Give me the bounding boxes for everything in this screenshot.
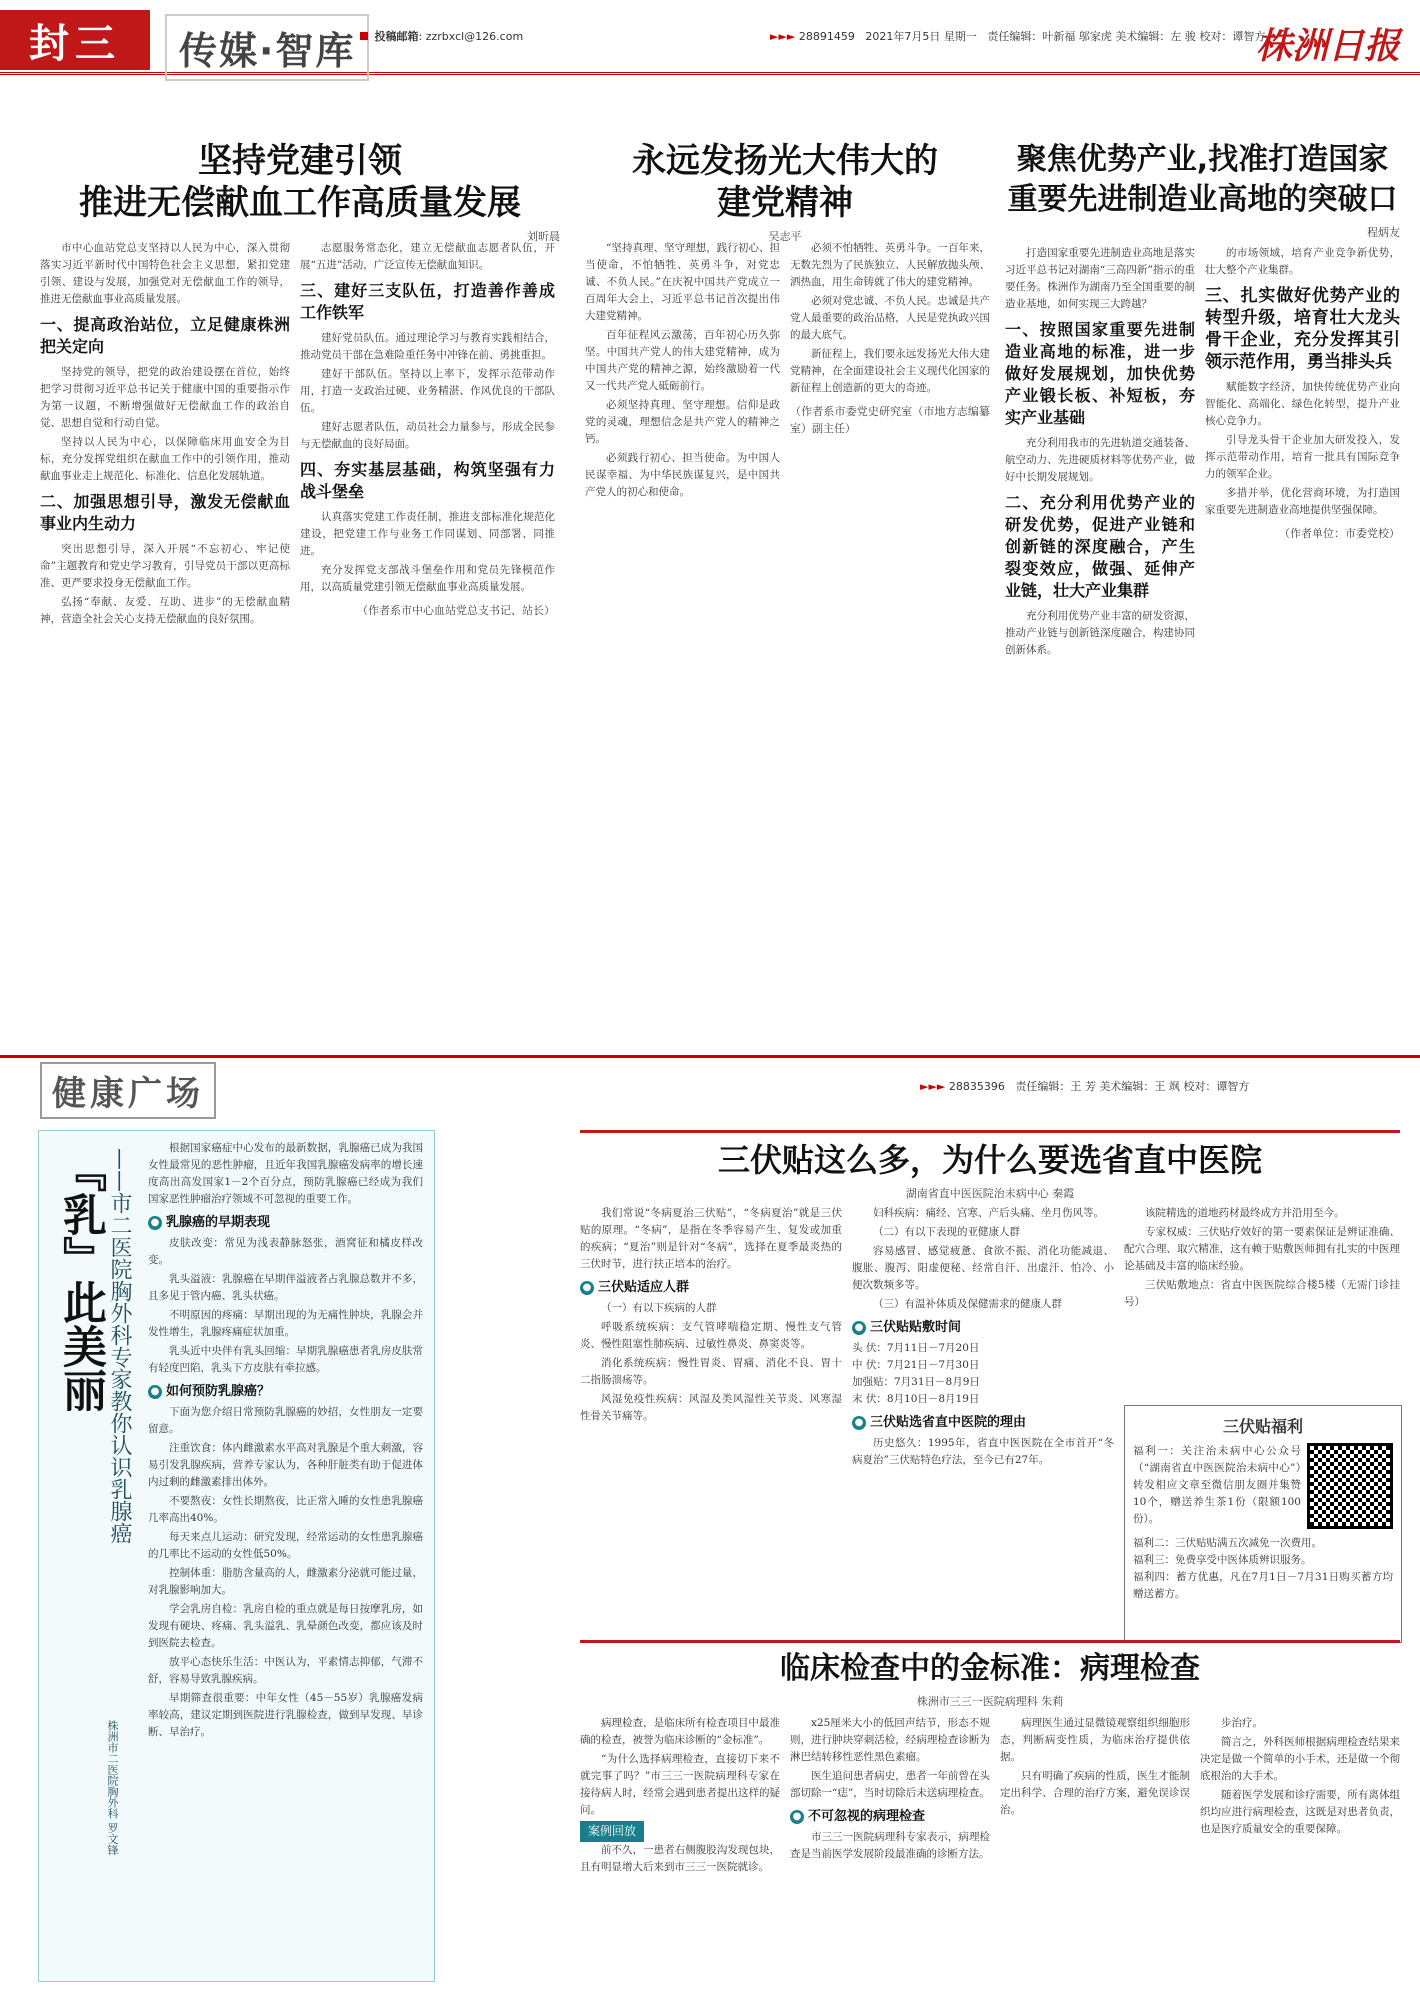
article-3-subhead-1: 一、按照国家重要先进制造业高地的标准，进一步做好发展规划，加快优势产业锻长板、补短板，夯实产业基础 xyxy=(1005,320,1195,427)
article-2 xyxy=(580,140,990,244)
breast-cancer-subtitle: ——市二医院胸外科专家教你认识乳腺癌 xyxy=(107,1148,132,1544)
article-1-subhead-1: 一、提高政治站位，立足健康株洲把关定向 xyxy=(40,315,290,356)
article-1-author: 刘昕晨 xyxy=(527,230,560,243)
article-3-subhead-3: 三、扎实做好优势产业的转型升级，培育壮大龙头骨干企业，充分发挥其引领示范作用，勇当排头兵 xyxy=(1205,286,1400,372)
sanfutie-h-reason: 三伏贴选省直中医院的理由 xyxy=(870,1415,1027,1430)
promo-line-3: 福利三：免费享受中医体质辨识服务。 xyxy=(1133,1554,1312,1566)
pathology-title: 临床检查中的金标准：病理检查 xyxy=(780,1651,1200,1686)
sanfutie-col-3: 该院精选的道地药材最终成方并沿用至今。 专家权威：三伏贴疗效好的第一要素保证是辨证准确、配穴合理、取穴精准，这有赖于贴敷医师拥有扎实的中医理论基础及丰富的临床经验。 三伏贴敷地点：省直中医医院综合楼5楼（无需门诊挂号） xyxy=(1124,1207,1400,1308)
sanfutie-time-1: 头 伏：7月11日－7月20日 xyxy=(852,1342,980,1354)
arrow-icon: ►►► xyxy=(770,30,796,43)
arrow-icon: ►►► xyxy=(920,1080,946,1093)
qr-code-icon[interactable] xyxy=(1307,1443,1393,1529)
article-2-title-2: 建党精神 xyxy=(717,183,853,223)
article-1-col-2: 志愿服务常态化，建立无偿献血志愿者队伍，开展“五进”活动，广泛宣传无偿献血知识。 三、建好三支队伍，打造善作善成工作铁军 建好党员队伍。通过理论学习与教育实践相结合，推动党员干部在急难险重任务中冲锋在前、勇挑重担。 建好干部队伍。坚持以上率下，发挥示范带动作用，打造一支政治过硬、业务精湛、作风优良的干部队伍。 建好志愿者队伍，动员社会力量参与，形成全民参与无偿献血的良好局面。 四、夯实基层基础，构筑坚强有力战斗堡垒 认真落实党建工作责任制，推进支部标准化规范化建设，把党建工作与业务工作同谋划、同部署、同推进。 充分发挥党支部战斗堡垒作用和党员先锋模范作用，以高质量党建引领无偿献血事业高质量发展。 （作者系市中心血站党总支书记、站长） xyxy=(300,242,555,617)
article-3-col-2: 的市场领域，培育产业竞争新优势，壮大整个产业集群。 三、扎实做好优势产业的转型升级，培育壮大龙头骨干企业，充分发挥其引领示范作用，勇当排头兵 赋能数字经济，加快传统优势产业向智能化、高端化、绿色化转型，提升产业核心竞争力。 引导龙头骨干企业加大研发投入，发挥示范带动作用，培育一批具有国际竞争力的领军企业。 多措并举，优化营商环境，为打造国家重要先进制造业高地提供坚强保障。 （作者单位：市委党校） xyxy=(1205,247,1400,540)
header-weekday: 星期一 xyxy=(943,30,977,43)
article-1-subhead-4: 四、夯实基层基础，构筑坚强有力战斗堡垒 xyxy=(300,460,555,501)
sanfutie-title: 三伏贴这么多，为什么要选省直中医院 xyxy=(717,1141,1262,1179)
health-phone: 28835396 xyxy=(948,1080,1005,1093)
article-2-col-1: “坚持真理、坚守理想，践行初心、担当使命，不怕牺牲、英勇斗争，对党忠诚、不负人民。”在庆祝中国共产党成立一百周年大会上，习近平总书记首次提出伟大建党精神。 百年征程风云激荡，百年初心历久弥坚。中国共产党人的伟大建党精神，成为中国共产党的精神之源，始终激励着一代又一代共产党人砥砺前行。 必须坚持真理、坚守理想。信仰是政党的灵魂，理想信念是共产党人的精神之钙。 必须践行初心、担当使命。为中国人民谋幸福、为中华民族谋复兴，是中国共产党人的初心和使命。 xyxy=(585,242,780,498)
article-3-footer: （作者单位：市委党校） xyxy=(1279,527,1400,540)
article-1-footer: （作者系市中心血站党总支书记、站长） xyxy=(357,604,555,617)
newspaper-logo: 株洲日报 xyxy=(1255,25,1400,67)
breast-cancer-byline: 株洲市二医院胸外科 罗文锋 xyxy=(106,1720,119,1856)
promo-line-1: 福利一：关注治未病中心公众号（“湖南省直中医医院治未病中心”）转发相应文章至微信朋友圈并集赞10个，赠送养生茶1份（限额100份）。 xyxy=(1133,1445,1301,1525)
case-tag: 案例回放 xyxy=(580,1821,644,1842)
section-name: 传媒·智库 xyxy=(165,14,369,81)
section-marker-icon: ● xyxy=(790,1810,804,1824)
breast-cancer-h2: 如何预防乳腺癌？ xyxy=(166,1384,271,1399)
sanfutie-promo-box xyxy=(1124,1405,1402,1643)
article-2-author: 吴志平 xyxy=(768,230,802,243)
health-section-title: 健康广场 xyxy=(40,1062,216,1119)
email-block: 投稿邮箱: zzrbxcl@126.com xyxy=(360,28,523,44)
pathology-col-1: 病理检查，是临床所有检查项目中最准确的检查，被誉为临床诊断的“金标准”。 “为什么选择病理检查，直接切下来不就完事了吗？”市三三一医院病理科专家在接待病人时，经常会遇到患者提出这样的疑问。 案例回放 前不久，一患者右侧腹股沟发现包块，且有明显增大后来到市三三一医院就诊。 xyxy=(580,1717,780,1873)
sanfutie-time-2: 中 伏：7月21日－7月30日 xyxy=(852,1359,980,1371)
section-marker-icon: ● xyxy=(852,1321,866,1335)
sanfutie-col-2: 妇科疾病：痛经、宫寒、产后头痛、坐月伤风等。 （二）有以下表现的亚健康人群 容易感冒、感觉疲惫、食欲不振、消化功能减退、腹胀、腹泻、阳虚便秘、经常自汗、出虚汗、怕冷、小便次数频多等。 （三）有温补体质及保健需求的健康人群 ● 三伏贴贴敷时间 头 伏：7月11日－7月20日 中 伏：7月21日－7月30日 加强贴：7月31日－8月9日 末 伏：8月10日－8月19日 ● 三伏贴选省直中医院的理由 历史悠久：1995年，省直中医医院在全市首开“冬病夏治”三伏贴特色疗法，至今已有27年。 xyxy=(852,1207,1114,1466)
article-3-subhead-2: 二、充分利用优势产业的研发优势，促进产业链和创新链的深度融合，产生裂变效应，做强、延伸产业链，壮大产业集群 xyxy=(1005,493,1195,600)
breast-cancer-intro: 根据国家癌症中心发布的最新数据，乳腺癌已成为我国女性最常见的恶性肿瘤，且近年我国乳腺癌发病率的增长速度高出高发国家1－2个百分点，预防乳腺癌已经成为我们国家恶性肿瘤治疗领域不可忽视的重要工作。 xyxy=(148,1142,423,1205)
promo-line-4: 福利四：蓄方优惠，凡在7月1日－7月31日购买蓄方均赠送蓄方。 xyxy=(1133,1571,1393,1600)
header-phone: 28891459 xyxy=(798,30,855,43)
header-meta xyxy=(770,28,1265,44)
section-marker-icon: ● xyxy=(148,1216,162,1230)
sanfutie-h-time: 三伏贴贴敷时间 xyxy=(870,1320,962,1335)
header-editors: 责任编辑：叶新福 邬家虎 美术编辑：左 骏 校对：谭智方 xyxy=(987,30,1266,43)
breast-cancer-title: 『乳』此美丽 xyxy=(55,1148,106,1412)
promo-title: 三伏贴福利 xyxy=(1222,1417,1303,1436)
article-1-title-2: 推进无偿献血工作高质量发展 xyxy=(79,183,521,223)
article-3-author: 程炳友 xyxy=(1367,226,1400,239)
article-3 xyxy=(1005,140,1400,240)
breast-cancer-h1: 乳腺癌的早期表现 xyxy=(166,1215,271,1230)
email-icon xyxy=(360,32,368,40)
article-1-title-1: 坚持党建引领 xyxy=(198,141,402,181)
pathology-col-4: 步治疗。 简言之，外科医师根据病理检查结果来决定是做一个简单的小手术，还是做一个彻底根治的大手术。 随着医学发展和诊疗需要，所有离体组织均应进行病理检查，这既是对患者负责，也是医疗质量安全的重要保障。 xyxy=(1200,1717,1400,1835)
article-2-footer: （作者系市委党史研究室（市地方志编纂室）副主任） xyxy=(790,405,990,435)
article-3-title-1: 聚焦优势产业,找准打造国家 xyxy=(1016,142,1389,177)
article-1-subhead-2: 二、加强思想引导，激发无偿献血事业内生动力 xyxy=(40,492,290,533)
section-marker-icon: ● xyxy=(580,1281,594,1295)
sanfutie-rule xyxy=(580,1130,1400,1133)
section-marker-icon: ● xyxy=(852,1416,866,1430)
sanfutie-time-4: 末 伏：8月10日－8月19日 xyxy=(852,1393,980,1405)
email-address[interactable]: zzrbxcl@126.com xyxy=(425,30,524,43)
pathology-byline: 株洲市三三一医院病理科 朱莉 xyxy=(916,1695,1064,1708)
pathology-col-2: x25厘米大小的低回声结节，形态不规则，进行肿块穿刺活检，经病理检查诊断为淋巴结转移性恶性黑色素瘤。 医生追问患者病史，患者一年前曾在头部切除一“痣”，当时切除后未送病理检查。 ● 不可忽视的病理检查 市三三一医院病理科专家表示，病理检查是当前医学发展阶段最准确的诊断方法。 xyxy=(790,1717,990,1860)
page-badge: 封三 xyxy=(0,10,150,70)
article-2-col-2: 必须不怕牺牲、英勇斗争。一百年来，无数先烈为了民族独立、人民解放抛头颅、洒热血，用生命铸就了伟大的建党精神。 必须对党忠诚、不负人民。忠诚是共产党人最重要的政治品格，人民是党执政兴国的最大底气。 新征程上，我们要永远发扬光大伟大建党精神，在全面建设社会主义现代化国家的新征程上创造新的更大的奇迹。 （作者系市委党史研究室（市地方志编纂室）副主任） xyxy=(790,242,990,435)
pathology-col-3: 病理医生通过显微镜观察组织细胞形态，判断病变性质，为临床治疗提供依据。 只有明确了疾病的性质，医生才能制定出科学、合理的治疗方案，避免误诊误治。 xyxy=(1000,1717,1190,1816)
article-3-title-2: 重要先进制造业高地的突破口 xyxy=(1007,182,1398,217)
sanfutie-byline: 湖南省直中医医院治未病中心 秦霞 xyxy=(905,1187,1075,1200)
article-1-col-1: 市中心血站党总支坚持以人民为中心，深入贯彻落实习近平新时代中国特色社会主义思想，紧扣党建引领、建设与发展，加强党对无偿献血工作的领导，推进无偿献血事业高质量发展。 一、提高政治站位，立足健康株洲把关定向 坚持党的领导，把党的政治建设摆在首位，始终把学习贯彻习近平总书记关于健康中国的重要指示作为第一议题，不断增强做好无偿献血工作的政治自觉、思想自觉和行动自觉。 坚持以人民为中心，以保障临床用血安全为目标，充分发挥党组织在献血工作中的引领作用，推动献血事业走上规范化、标准化、信息化发展轨道。 二、加强思想引导，激发无偿献血事业内生动力 突出思想引导，深入开展“不忘初心、牢记使命”主题教育和党史学习教育，引导党员干部以更高标准、更严要求投身无偿献血工作。 弘扬“奉献、友爱、互助、进步”的无偿献血精神，营造全社会关心支持无偿献血的良好氛围。 xyxy=(40,242,290,625)
health-editors: 责任编辑：王 芳 美术编辑：王 飒 校对：谭智方 xyxy=(1015,1080,1250,1093)
header-date: 2021年7月5日 xyxy=(865,30,941,43)
sanfutie-time-3: 加强贴：7月31日－8月9日 xyxy=(852,1376,980,1388)
article-1-subhead-3: 三、建好三支队伍，打造善作善成工作铁军 xyxy=(300,281,555,322)
promo-line-2: 福利二：三伏贴贴满五次减免一次费用。 xyxy=(1133,1537,1322,1549)
article-3-col-1: 打造国家重要先进制造业高地是落实习近平总书记对湖南“三高四新”指示的重要任务。株洲作为湖南乃至全国重要的制造业基地，如何实现三大跨越？ 一、按照国家重要先进制造业高地的标准，进一步做好发展规划，加快优势产业锻长板、补短板，夯实产业基础 充分利用我市的先进轨道交通装备、航空动力、先进硬质材料等优势产业，做好中长期发展规划。 二、充分利用优势产业的研发优势，促进产业链和创新链的深度融合，产生裂变效应，做强、延伸产业链，壮大产业集群 充分利用优势产业丰富的研发资源，推动产业链与创新链深度融合，构建协同创新体系。 xyxy=(1005,247,1195,656)
article-2-title-1: 永远发扬光大伟大的 xyxy=(632,141,938,181)
health-meta xyxy=(920,1078,1249,1094)
article-3-intro: 打造国家重要先进制造业高地是落实习近平总书记对湖南“三高四新”指示的重要任务。株洲作为湖南乃至全国重要的制造业基地，如何实现三大跨越？ xyxy=(1005,247,1195,310)
pathology-rule xyxy=(580,1640,1400,1643)
article-1-intro: 市中心血站党总支坚持以人民为中心，深入贯彻落实习近平新时代中国特色社会主义思想，紧扣党建引领、建设与发展，加强党对无偿献血工作的领导，推进无偿献血事业高质量发展。 xyxy=(40,242,290,305)
email-label: 投稿邮箱 xyxy=(374,30,419,43)
pathology-h-case: 不可忽视的病理检查 xyxy=(808,1809,926,1824)
article-1 xyxy=(40,140,560,244)
section-marker-icon: ● xyxy=(148,1385,162,1399)
breast-cancer-body: 根据国家癌症中心发布的最新数据，乳腺癌已成为我国女性最常见的恶性肿瘤，且近年我国乳腺癌发病率的增长速度高出高发国家1－2个百分点，预防乳腺癌已经成为我们国家恶性肿瘤治疗领域不可忽视的重要工作。 ● 乳腺癌的早期表现 皮肤改变：常见为浅表静脉怒张，酒窝征和橘皮样改变。 乳头溢液：乳腺癌在早期伴溢液者占乳腺总数并不多，且多见于管内癌、乳头状癌。 不明原因的疼痛：早期出现的为无痛性肿块，乳腺会并发性增生，乳腺疼痛症状加重。 乳头近中央伴有乳头回缩：早期乳腺癌患者乳房皮肤常有轻度凹陷，乳头下方皮肤有牵拉感。 ● 如何预防乳腺癌？ 下面为您介绍日常预防乳腺癌的妙招，女性朋友一定要留意。 注重饮食：体内雌激素水平高对乳腺是个重大刺激，容易引发乳腺疾病，营养专家认为，各种肝脏类有助于促进体内过剩的雌激素排出体外。 不要熬夜：女性长期熬夜，比正常入睡的女性患乳腺癌几率高出40%。 每天来点儿运动：研究发现，经常运动的女性患乳腺癌的几率比不运动的女性低50%。 控制体重：脂肪含量高的人，雌激素分泌就可能过量，对乳腺影响加大。 学会乳房自检：乳房自检的重点就是每日按摩乳房，如发现有硬块、疼痛、乳头溢乳、乳晕颜色改变，都应该及时到医院去检查。 放平心态快乐生活：中医认为，平素情志抑郁，气滞不舒，容易导致乳腺疾病。 早期筛查很重要：中年女性（45－55岁）乳腺癌发病率较高，建议定期到医院进行乳腺检查，做到早发现、早诊断、早治疗。 xyxy=(148,1142,423,1738)
article-2-intro: “坚持真理、坚守理想，践行初心、担当使命，不怕牺牲、英勇斗争，对党忠诚、不负人民。”在庆祝中国共产党成立一百周年大会上，习近平总书记首次提出伟大建党精神。 xyxy=(585,242,780,322)
sanfutie-h-crowd: 三伏贴适应人群 xyxy=(598,1280,690,1295)
sanfutie-col-1: 我们常说“冬病夏治三伏贴”，“冬病夏治”就是三伏贴的原理。“冬病”，是指在冬季容易产生、复发或加重的疾病；“夏治”则是针对“冬病”，选择在夏季最炎热的三伏时节，进行扶正培本的治疗。 ● 三伏贴适应人群 （一）有以下疾病的人群 呼吸系统疾病：支气管哮喘稳定期、慢性支气管炎、慢性阻塞性肺疾病、过敏性鼻炎、鼻窦炎等。 消化系统疾病：慢性胃炎、胃痛、消化不良、胃十二指肠溃疡等。 风湿免疫性疾病：风湿及类风湿性关节炎、风寒湿性骨关节痛等。 xyxy=(580,1207,842,1422)
